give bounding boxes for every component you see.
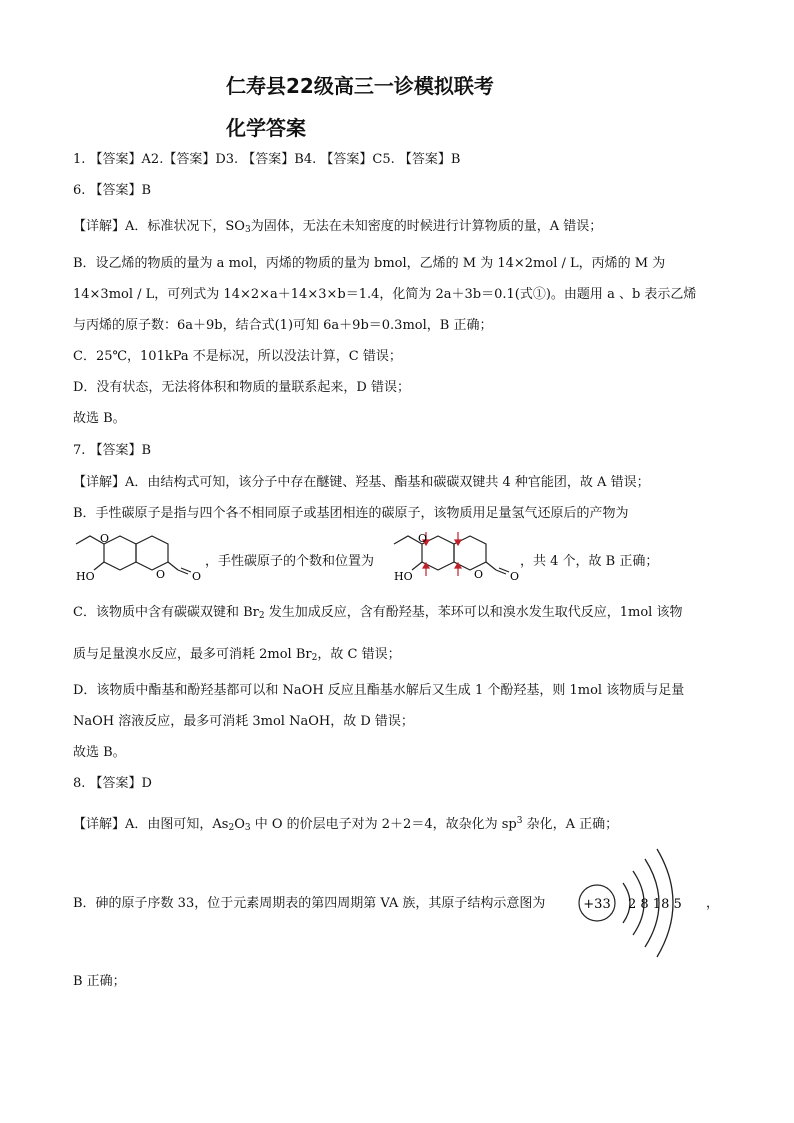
q8-detail-a: 【详解】A．由图可知，$As_2O_3$ 中 O 的价层电子对为 2＋2＝4，故杂化为 $sp^3$ 杂化，A 正确； (73, 816, 619, 833)
q7-conclusion: 故选 B。 (73, 745, 126, 760)
page-title: 仁寿县22级高三一诊模拟联考 (226, 74, 494, 98)
methoxy-o-label: O (100, 532, 110, 545)
methoxy-o-label: O (418, 532, 428, 545)
arsenic-atomic-structure-diagram (575, 845, 695, 960)
answer-line-1-5: 1. 【答案】A2.【答案】D3. 【答案】B4. 【答案】C5. 【答案】B (73, 152, 461, 167)
nucleus-charge: +33 (583, 897, 611, 912)
answer-line-7: 7. 【答案】B (73, 443, 152, 458)
q6-detail-b-line2: 14×3mol / L，可列式为 14×2×a＋14×3×b＝1.4，化简为 2a＋3b＝0.1(式①)。由题用 a 、b 表示乙烯 (73, 287, 697, 302)
q7-detail-c-line2: 质与足量溴水反应，最多可消耗 2mol $Br_2$，故 C 错误； (73, 647, 401, 663)
q6-detail-b-line1: B．设乙烯的物质的量为 a mol，丙烯的物质的量为 bmol，乙烯的 M 为 14×2mol / L，丙烯的 M 为 (73, 256, 666, 271)
q8-detail-b: B．砷的原子序数 33，位于元素周期表的第四周期第 VA 族，其原子结构示意图为 (73, 896, 546, 911)
q7-detail-c-line1: C．该物质中含有碳碳双键和 $Br_2$ 发生加成反应，含有酚羟基，苯环可以和溴水发生取代反应，1mol 该物 (73, 605, 683, 621)
q6-detail-a: 【详解】A．标准状况下，$SO_3$为固体，无法在未知密度的时候进行计算物质的量，A 错误； (73, 219, 603, 235)
q7-chiral-count: ，共 4 个，故 B 正确； (520, 554, 659, 569)
q6-conclusion: 故选 B。 (73, 411, 126, 426)
q6-detail-c: C．25℃，101kPa 不是标况，所以没法计算，C 错误； (73, 349, 402, 364)
reduced-product-structure (70, 530, 210, 590)
carbonyl-oxygen-label: O (192, 570, 202, 583)
hydroxyl-label: HO (394, 570, 413, 583)
q6-detail-b-line3: 与丙烯的原子数：6a＋9b，结合式(1)可知 6a＋9b＝0.3mol，B 正确； (73, 318, 493, 333)
q8-detail-b-end: ， (706, 896, 720, 911)
q8-detail-b-conclusion: B 正确； (73, 974, 126, 989)
q7-detail-a: 【详解】A．由结构式可知，该分子中存在醚键、羟基、酯基和碳碳双键共 4 种官能团，故 A 错误； (73, 475, 650, 490)
electron-shell-counts: 2 8 18 5 (628, 897, 682, 912)
q6-detail-d: D．没有状态，无法将体积和物质的量联系起来，D 错误； (73, 380, 410, 395)
carbonyl-oxygen-label: O (510, 570, 520, 583)
ring-oxygen-label: O (156, 568, 166, 581)
q7-detail-d-line2: NaOH 溶液反应，最多可消耗 3mol NaOH，故 D 错误； (73, 714, 414, 729)
chiral-carbon-structure (388, 530, 528, 590)
q7-chiral-text: ，手性碳原子的个数和位置为 (205, 554, 375, 569)
answer-line-6: 6. 【答案】B (73, 183, 152, 198)
ring-oxygen-label: O (474, 568, 484, 581)
hydroxyl-label: HO (76, 570, 95, 583)
page-subtitle: 化学答案 (226, 116, 306, 140)
answer-line-8: 8. 【答案】D (73, 776, 152, 791)
q7-detail-b-line1: B．手性碳原子是指与四个各不相同原子或基团相连的碳原子，该物质用足量氢气还原后的产物为 (73, 506, 629, 521)
q7-detail-d-line1: D．该物质中酯基和酚羟基都可以和 NaOH 反应且酯基水解后又生成 1 个酚羟基，则 1mol 该物质与足量 (73, 683, 685, 698)
